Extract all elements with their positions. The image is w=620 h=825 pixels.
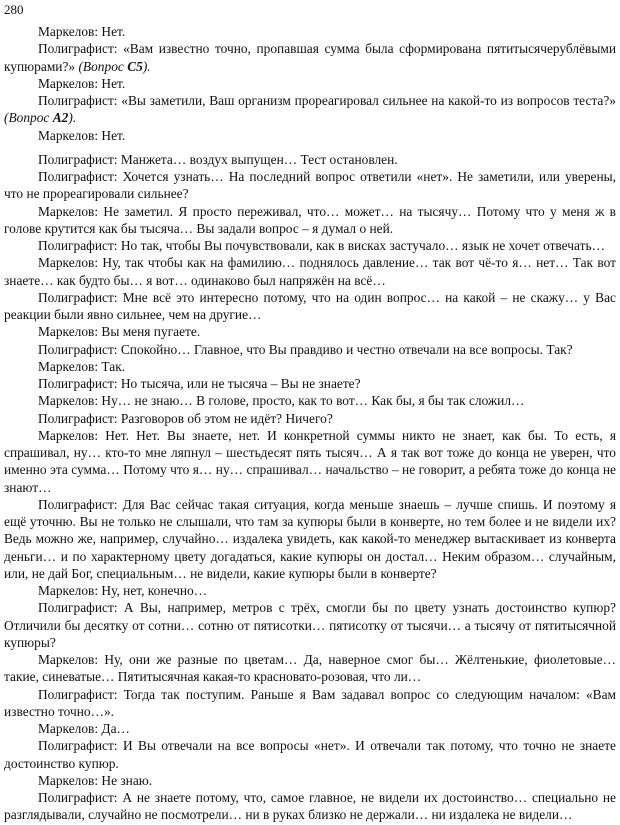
paragraph-text: Полиграфист: Манжета… воздух выпущен… Тест остановлен. xyxy=(38,151,398,167)
paragraph-text: Полиграфист: Мне всё это интересно потому, что на один вопрос… на какой – не скажу… у Вас реакции были явно сильнее, чем на другие… xyxy=(4,289,616,322)
question-reference-suffix: ). xyxy=(68,110,77,126)
dialogue-paragraph xyxy=(4,496,616,582)
dialogue-paragraph xyxy=(4,772,616,789)
paragraph-text: Полиграфист: Спокойно… Главное, что Вы правдиво и честно отвечали на все вопросы. Так? xyxy=(38,341,573,357)
question-reference xyxy=(4,110,76,125)
dialogue-paragraph xyxy=(4,582,616,599)
dialogue-paragraph xyxy=(4,651,616,686)
paragraph-text: Маркелов: Ну, они же разные по цветам… Да, наверное смог бы… Жёлтенькие, фиолетовые… такие, синеватые… Пятитысячная какая-то красновато-розовая, что ли… xyxy=(4,652,616,685)
dialogue-paragraph xyxy=(4,427,616,496)
paragraph-text: Маркелов: Нет. Нет. Вы знаете, нет. И конкретной суммы никто не знает, как бы. То есть, я спрашивал, ну… кто-то мне ляпнул – шестьдесят пять тысяч… А я так вот тоже до конца не уверен, что именно эта сумма… Потому что я… ну… спрашивал… начальство – не говорит, а ребята тоже до конца не знают… xyxy=(4,427,616,495)
dialogue-paragraph xyxy=(4,599,616,651)
paragraph-text: Полиграфист: Но тысяча, или не тысяча – Вы не знаете? xyxy=(38,376,361,391)
dialogue-paragraph xyxy=(4,92,616,127)
dialogue-paragraph xyxy=(4,40,616,75)
dialogue-paragraph xyxy=(4,151,616,168)
paragraph-text: Маркелов: Вы меня пугаете. xyxy=(38,324,201,340)
paragraph-text: Маркелов: Да… xyxy=(38,721,130,736)
paragraph-text: Маркелов: Не заметил. Я просто переживал, что… может… на тысячу… Потому что у меня ж в голове крутится как бы тысяча… Вы задали вопрос – я думал о ней. xyxy=(4,203,616,236)
question-reference-suffix: ). xyxy=(142,58,151,74)
paragraph-text: Маркелов: Нет. xyxy=(38,75,126,91)
page-number: 280 xyxy=(4,2,24,17)
dialogue-paragraph xyxy=(4,254,616,289)
dialogue-paragraph xyxy=(4,789,616,824)
paragraph-text: Полиграфист: Разговоров об этом не идёт? Ничего? xyxy=(38,410,333,426)
dialogue-paragraph xyxy=(4,75,616,92)
dialogue-paragraph xyxy=(4,23,616,40)
paragraph-text: Маркелов: Нет. xyxy=(38,24,126,39)
paragraph-text: Маркелов: Ну, нет, конечно… xyxy=(38,583,208,598)
dialogue-paragraph xyxy=(4,392,616,409)
question-reference-prefix: (Вопрос xyxy=(4,110,53,126)
dialogue-paragraph xyxy=(4,686,616,721)
dialogue-paragraph xyxy=(4,237,616,254)
paragraph-text: Маркелов: Не знаю. xyxy=(38,772,153,788)
paragraph-text: Маркелов: Ну, так чтобы как на фамилию… поднялось давление… так вот чё-то я… нет… Так вот знаете… как будто бы… я вот… одинаково был напряжён на всё… xyxy=(4,255,616,288)
dialogue-paragraph xyxy=(4,341,616,358)
dialogue-paragraph xyxy=(4,323,616,340)
dialogue-paragraph xyxy=(4,168,616,203)
paragraph-text: Полиграфист: Тогда так поступим. Раньше я Вам задавал вопрос со следующим началом: «Вам известно точно…». xyxy=(4,686,616,719)
dialogue-paragraph xyxy=(4,358,616,375)
question-reference-prefix: (Вопрос xyxy=(78,58,128,74)
dialogue-paragraph xyxy=(4,375,616,392)
paragraph-text: Полиграфист: А Вы, например, метров с трёх, смогли бы по цвету узнать достоинство купюр? Отличили бы десятку от сотни… сотню от пятисотки… пятисотку от тысячи… а тысячу от пятитысячной купюры? xyxy=(4,600,616,650)
paragraph-text: Полиграфист: Но так, чтобы Вы почувствовали, как в висках застучало… язык не хочет отвечать… xyxy=(38,238,605,253)
paragraph-text: Полиграфист: Для Вас сейчас такая ситуация, когда меньше знаешь – лучше спишь. И поэтому я ещё уточню. Вы не только не слышали, что там за купюры были в конверте, но тем более и не видели их? Ведь можно же, например, случайно… издалека увидеть, как какой-то менеджер вытаскивает из конверта деньги… и по характерному цвету догадаться, какие купюры он достал… Неким образом… случайным, или, не дай Бог, специальным… не видели, какие купюры были в конверте? xyxy=(4,496,616,581)
question-code: С5 xyxy=(127,58,143,74)
paragraph-text: Маркелов: Так. xyxy=(38,358,126,374)
paragraph-text: Полиграфист: «Вы заметили, Ваш организм прореагировал сильнее на какой-то из вопросов теста?» xyxy=(38,93,616,108)
paragraph-text: Полиграфист: А не знаете потому, что, самое главное, не видели их достоинство… специально не разглядывали, случайно не посмотрели… ни в руках близко не держали… ни издалека не видели… xyxy=(4,790,616,823)
paragraph-text: Маркелов: Ну… не знаю… В голове, просто, как то вот… Как бы, я бы так сложил… xyxy=(38,393,525,409)
paragraph-text: Полиграфист: Хочется узнать… На последний вопрос ответили «нет». Не заметили, или уверены, что не прореагировали сильнее? xyxy=(4,169,616,202)
paragraph-text: Полиграфист: «Вам известно точно, пропавшая сумма была сформирована пятитысячерублёвыми купюрами?» xyxy=(4,41,616,74)
paragraph-text: Маркелов: Нет. xyxy=(38,127,126,143)
dialogue-paragraph xyxy=(4,289,616,324)
dialogue-paragraph xyxy=(4,737,616,772)
dialogue-paragraph xyxy=(4,410,616,427)
dialogue-paragraph xyxy=(4,203,616,238)
dialogue-paragraph xyxy=(4,127,616,144)
question-reference xyxy=(78,59,150,74)
question-code: А2 xyxy=(52,110,69,126)
page-text xyxy=(4,23,616,824)
paragraph-text: Полиграфист: И Вы отвечали на все вопросы «нет». И отвечали так потому, что точно не знаете достоинство купюр. xyxy=(4,738,616,771)
dialogue-paragraph xyxy=(4,720,616,737)
